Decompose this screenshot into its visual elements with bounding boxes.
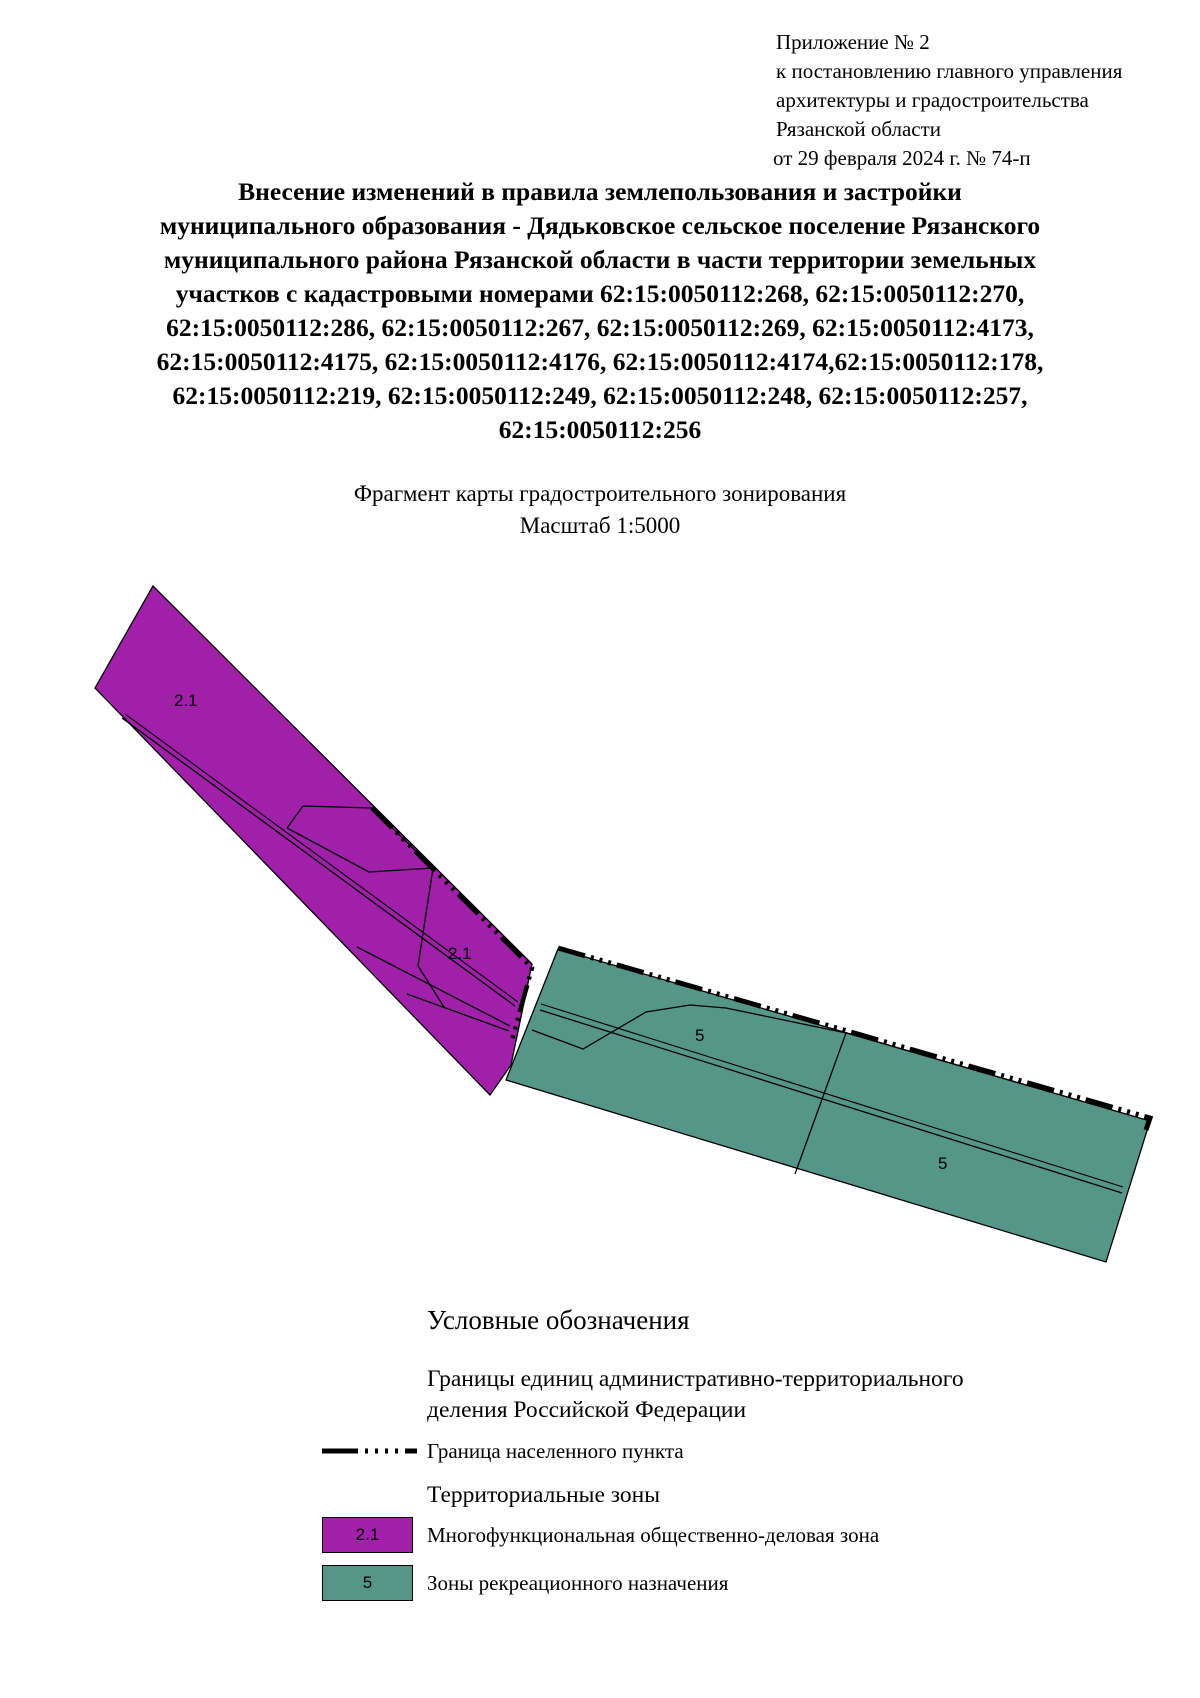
title-line: 62:15:0050112:256 (498, 415, 702, 444)
appendix-region: Рязанской области (776, 117, 942, 141)
settlement-boundary-symbol (322, 1446, 417, 1456)
map-scale: Масштаб 1:5000 (519, 513, 681, 538)
zone-5-swatch: 5 (322, 1565, 413, 1601)
title-line: 62:15:0050112:4175, 62:15:0050112:4176, 62:15:0050112:4174,62:15:0050112:178, (156, 347, 1044, 376)
map-fragment-title: Фрагмент карты градостроительного зонирования (353, 481, 847, 506)
appendix-date: от 29 февраля 2024 г. № 74-п (773, 146, 1031, 170)
appendix-authority: архитектуры и градостроительства (776, 88, 1089, 112)
legend-item-label: Зоны рекреационного назначения (427, 1570, 729, 1595)
zone-label: 2.1 (448, 944, 472, 963)
title-line: участков с кадастровыми номерами 62:15:0050112:268, 62:15:0050112:270, (175, 279, 1025, 308)
legend-admin-heading (427, 1364, 964, 1426)
zone-2-1-swatch: 2.1 (322, 1517, 413, 1553)
legend-admin-heading-line: Границы единиц административно-территориального (427, 1366, 964, 1392)
zone-5-polygon (506, 949, 1150, 1262)
legend-title: Условные обозначения (427, 1305, 690, 1335)
appendix-reference: к постановлению главного управления (776, 59, 1123, 83)
title-line: 62:15:0050112:286, 62:15:0050112:267, 62:15:0050112:269, 62:15:0050112:4173, (166, 313, 1034, 342)
legend-item-label: Многофункциональная общественно-деловая зона (427, 1522, 880, 1547)
zone-label: 2.1 (174, 691, 198, 710)
title-line: Внесение изменений в правила землепользования и застройки (238, 177, 962, 206)
appendix-number: Приложение № 2 (776, 30, 930, 54)
title-line: 62:15:0050112:219, 62:15:0050112:249, 62:15:0050112:248, 62:15:0050112:257, (172, 381, 1028, 410)
title-line: муниципального образования - Дядьковское сельское поселение Рязанского (159, 211, 1041, 240)
title-line: муниципального района Рязанской области в части территории земельных (163, 245, 1037, 274)
zone-label: 5 (938, 1154, 948, 1173)
legend-admin-heading-line: деления Российской Федерации (427, 1397, 747, 1423)
zone-2-1-polygon (95, 586, 532, 1095)
legend-zones-heading: Территориальные зоны (427, 1482, 661, 1508)
zone-label: 5 (695, 1026, 705, 1045)
legend-item-label: Граница населенного пункта (427, 1438, 684, 1463)
